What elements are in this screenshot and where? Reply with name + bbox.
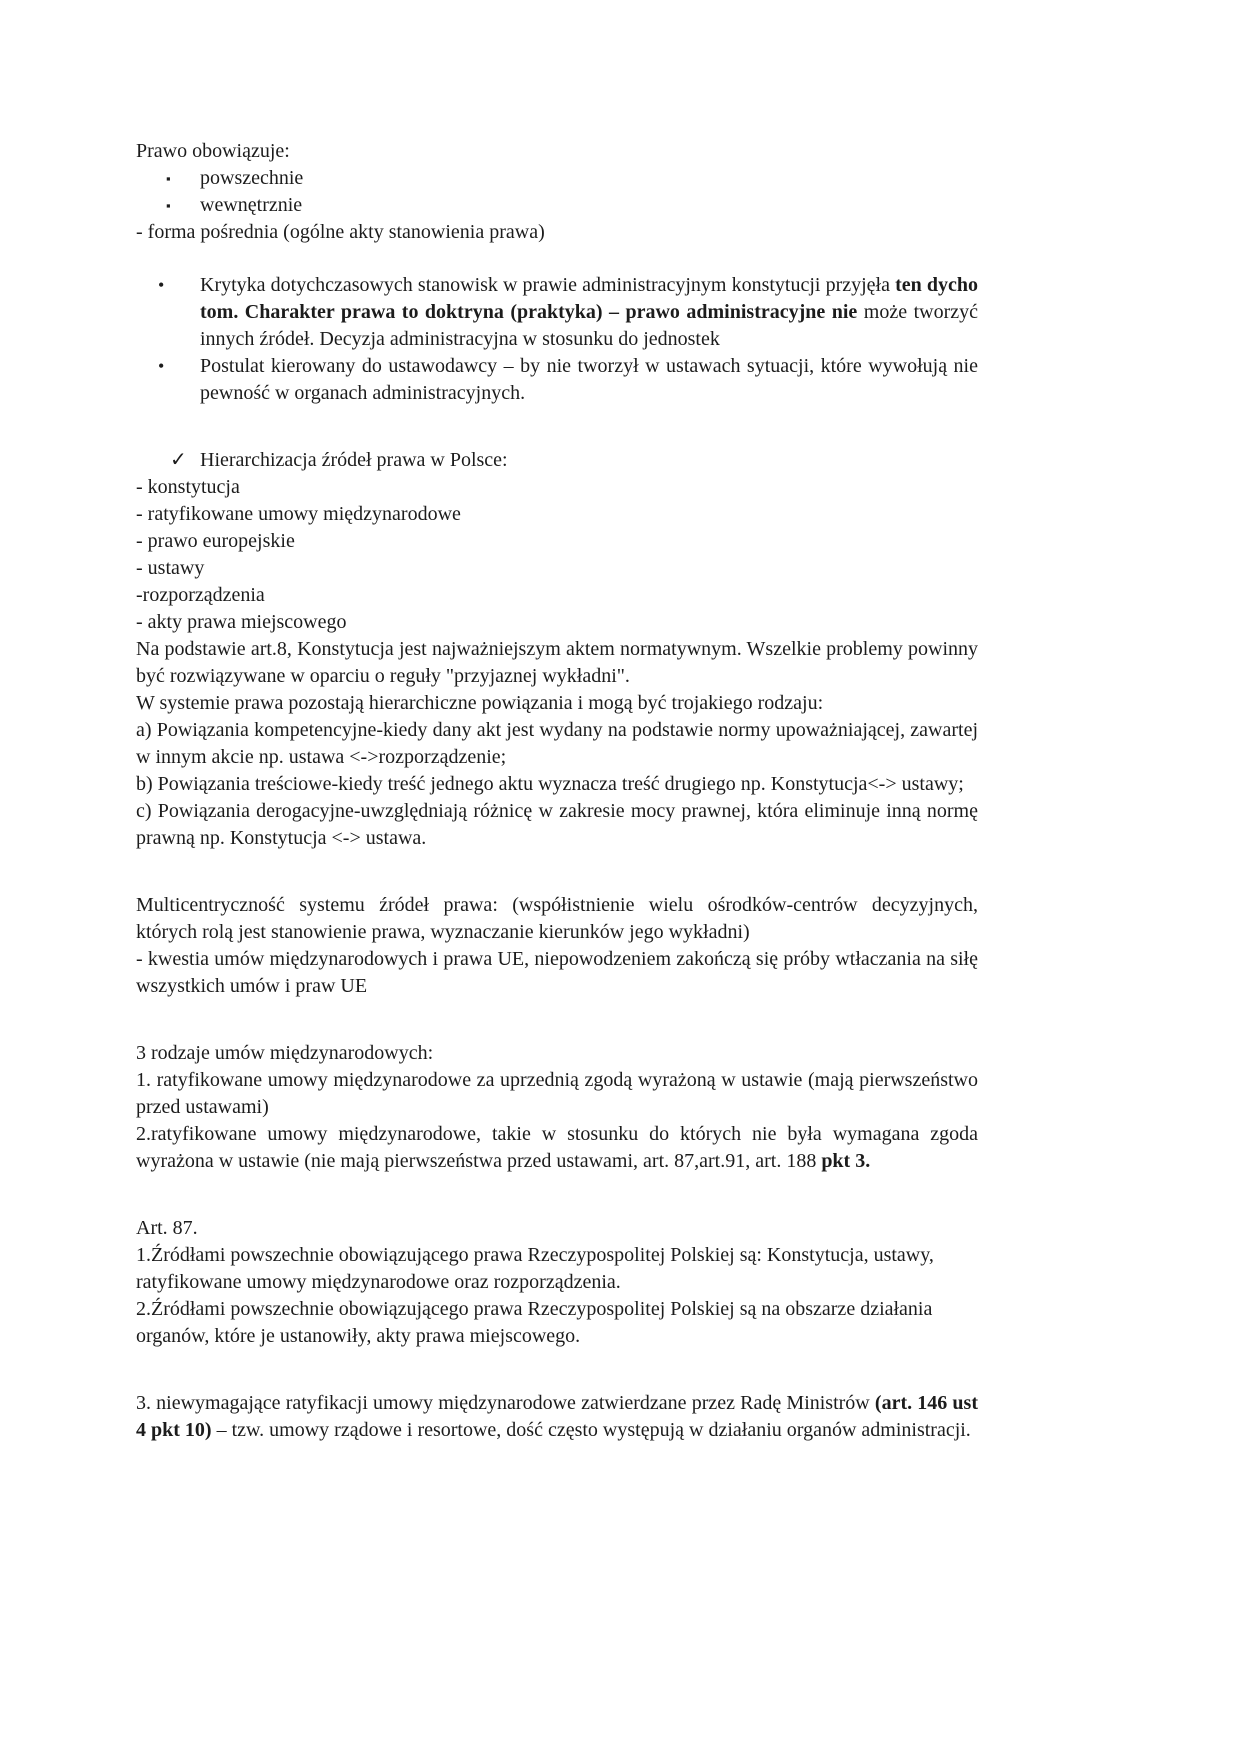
hierarchy-heading-row bbox=[136, 447, 978, 474]
paragraph: Multicentryczność systemu źródeł prawa: (współistnienie wielu ośrodków-centrów decyzyjnych, których rolą jest stanowienie prawa, wyznaczanie kierunków jego wykładni) bbox=[136, 894, 978, 943]
paragraph bbox=[136, 1390, 978, 1444]
hierarchy-item: - prawo europejskie bbox=[136, 530, 295, 552]
hierarchy-item: - akty prawa miejscowego bbox=[136, 611, 347, 633]
spacer bbox=[136, 407, 978, 433]
spacer bbox=[136, 1376, 978, 1390]
bullet-text bbox=[200, 274, 978, 350]
spacer bbox=[136, 878, 978, 892]
spacer bbox=[136, 1000, 978, 1026]
text-segment: może tworzyć innych źródeł. Decyzja administracyjna w stosunku do jednostek bbox=[200, 301, 978, 350]
paragraph: 1.Źródłami powszechnie obowiązującego prawa Rzeczypospolitej Polskiej są: Konstytucja, ustawy, ratyfikowane umowy międzynarodowe oraz rozporządzenia. bbox=[136, 1244, 934, 1293]
intro-dash-line: - forma pośrednia (ogólne akty stanowienia prawa) bbox=[136, 221, 545, 243]
paragraph: Na podstawie art.8, Konstytucja jest najważniejszym aktem normatywnym. Wszelkie problemy powinny być rozwiązywane w oparciu o reguły "przyjaznej wykładni". bbox=[136, 638, 978, 687]
hierarchy-item: - ustawy bbox=[136, 557, 205, 579]
list-item-label: wewnętrznie bbox=[200, 194, 303, 216]
round-bullet-icon: • bbox=[158, 356, 165, 376]
paragraph: 1. ratyfikowane umowy międzynarodowe za uprzednią zgodą wyrażoną w ustawie (mają pierwszeństwo przed ustawami) bbox=[136, 1069, 978, 1118]
paragraph: c) Powiązania derogacyjne-uwzględniają różnicę w zakresie mocy prawnej, która eliminuje inną normę prawną np. Konstytucja <-> ustawa. bbox=[136, 800, 978, 849]
square-bullet-icon: ▪ bbox=[166, 171, 171, 186]
spacer bbox=[136, 1350, 978, 1376]
spacer bbox=[136, 1026, 978, 1040]
square-bullet-icon: ▪ bbox=[166, 198, 171, 213]
list-item bbox=[136, 353, 978, 407]
hierarchy-item: - ratyfikowane umowy międzynarodowe bbox=[136, 503, 461, 525]
paragraph bbox=[136, 1121, 978, 1175]
paragraph: W systemie prawa pozostają hierarchiczne powiązania i mogą być trojakiego rodzaju: bbox=[136, 692, 824, 714]
list-item-label: powszechnie bbox=[200, 167, 304, 189]
paragraph: - kwestia umów międzynarodowych i prawa UE, niepowodzeniem zakończą się próby wtłaczania na siłę wszystkich umów i praw UE bbox=[136, 948, 978, 997]
hierarchy-item: - konstytucja bbox=[136, 476, 240, 498]
intro-title: Prawo obowiązuje: bbox=[136, 140, 290, 162]
text-segment: Krytyka dotychczasowych stanowisk w prawie administracyjnym konstytucji przyjęła bbox=[200, 274, 896, 296]
list-item bbox=[136, 165, 978, 192]
article-heading: Art. 87. bbox=[136, 1217, 198, 1239]
check-icon: ✓ bbox=[170, 449, 187, 471]
list-item bbox=[136, 272, 978, 353]
paragraph: b) Powiązania treściowe-kiedy treść jednego aktu wyznacza treść drugiego np. Konstytucja<-> ustawy; bbox=[136, 773, 964, 795]
text-segment: 3. niewymagające ratyfikacji umowy międzynarodowe zatwierdzane przez Radę Ministrów bbox=[136, 1392, 875, 1414]
text-segment-bold: ten dycho tom. Charakter prawa to doktryna (praktyka) – prawo administracyjne nie bbox=[200, 274, 978, 323]
treaty-types-heading: 3 rodzaje umów międzynarodowych: bbox=[136, 1042, 434, 1064]
text-segment: – tzw. umowy rządowe i resortowe, dość często występują w działaniu organów administracji. bbox=[211, 1419, 971, 1441]
spacer bbox=[136, 246, 978, 272]
spacer bbox=[136, 1175, 978, 1201]
text-segment: 2.ratyfikowane umowy międzynarodowe, takie w stosunku do których nie była wymagana zgoda wyrażona w ustawie (nie mają pierwszeństwa przed ustawami, art. 87,art.91, art. 188 bbox=[136, 1123, 978, 1172]
hierarchy-item: -rozporządzenia bbox=[136, 584, 265, 606]
spacer bbox=[136, 1201, 978, 1215]
round-bullet-icon: • bbox=[158, 275, 165, 295]
paragraph: 2.Źródłami powszechnie obowiązującego prawa Rzeczypospolitej Polskiej są na obszarze działania organów, które je ustanowiły, akty prawa miejscowego. bbox=[136, 1298, 933, 1347]
spacer bbox=[136, 852, 978, 878]
hierarchy-heading: Hierarchizacja źródeł prawa w Polsce: bbox=[200, 449, 508, 471]
list-item bbox=[136, 192, 978, 219]
bullet-text: Postulat kierowany do ustawodawcy – by nie tworzył w ustawach sytuacji, które wywołują nie pewność w organach administracyjnych. bbox=[200, 355, 978, 404]
paragraph: a) Powiązania kompetencyjne-kiedy dany akt jest wydany na podstawie normy upoważniającej, zawartej w innym akcie np. ustawa <->rozporządzenie; bbox=[136, 719, 978, 768]
text-segment-bold: (art. 146 ust 4 pkt 10) bbox=[136, 1392, 979, 1441]
text-segment-bold: pkt 3. bbox=[821, 1150, 871, 1172]
spacer bbox=[136, 433, 978, 447]
